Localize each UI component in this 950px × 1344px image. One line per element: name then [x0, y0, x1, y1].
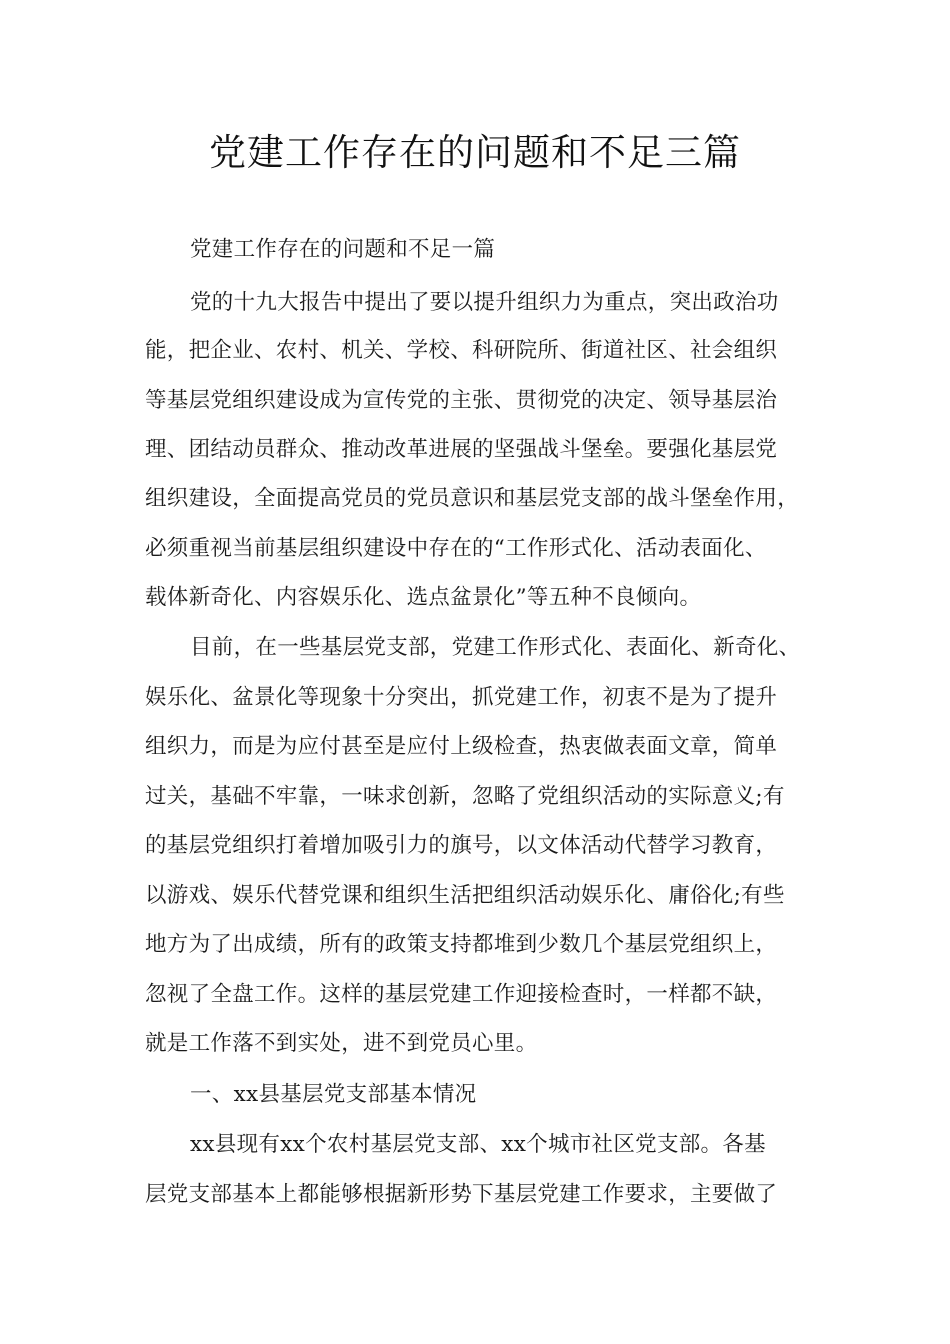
- paragraph-line: 忽视了全盘工作。这样的基层党建工作迎接检查时，一样都不缺，: [145, 982, 778, 1007]
- document-title: 党建工作存在的问题和不足三篇: [209, 131, 741, 174]
- section-heading: 一、xx县基层党支部基本情况: [190, 1082, 477, 1107]
- paragraph-line: 地方为了出成绩，所有的政策支持都堆到少数几个基层党组织上，: [145, 932, 778, 957]
- section-heading: 党建工作存在的问题和不足一篇: [190, 237, 496, 262]
- paragraph-line: 等基层党组织建设成为宣传党的主张、贯彻党的决定、领导基层治: [145, 388, 778, 413]
- paragraph-line: 过关，基础不牢靠，一味求创新，忽略了党组织活动的实际意义;有: [145, 784, 785, 809]
- paragraph-line: 能，把企业、农村、机关、学校、科研院所、街道社区、社会组织: [145, 338, 778, 363]
- paragraph-line: xx县现有xx个农村基层党支部、xx个城市社区党支部。各基: [190, 1132, 766, 1157]
- paragraph-line: 党的十九大报告中提出了要以提升组织力为重点，突出政治功: [190, 290, 779, 315]
- paragraph-line: 以游戏、娱乐代替党课和组织生活把组织活动娱乐化、庸俗化;有些: [145, 883, 785, 908]
- paragraph-line: 组织力，而是为应付甚至是应付上级检查，热衷做表面文章，简单: [145, 734, 778, 759]
- paragraph-line: 娱乐化、盆景化等现象十分突出，抓党建工作，初衷不是为了提升: [145, 685, 778, 710]
- paragraph-line: 组织建设，全面提高党员的党员意识和基层党支部的战斗堡垒作用，: [145, 486, 800, 511]
- paragraph-line: 载体新奇化、内容娱乐化、选点盆景化”等五种不良倾向。: [145, 585, 702, 610]
- paragraph-line: 理、团结动员群众、推动改革进展的坚强战斗堡垒。要强化基层党: [145, 437, 778, 462]
- paragraph-line: 层党支部基本上都能够根据新形势下基层党建工作要求，主要做了: [145, 1182, 778, 1207]
- paragraph-line: 就是工作落不到实处，进不到党员心里。: [145, 1031, 538, 1056]
- paragraph-line: 目前，在一些基层党支部，党建工作形式化、表面化、新奇化、: [190, 635, 801, 660]
- paragraph-line: 的基层党组织打着增加吸引力的旗号，以文体活动代替学习教育，: [145, 833, 778, 858]
- paragraph-line: 必须重视当前基层组织建设中存在的“工作形式化、活动表面化、: [145, 536, 767, 561]
